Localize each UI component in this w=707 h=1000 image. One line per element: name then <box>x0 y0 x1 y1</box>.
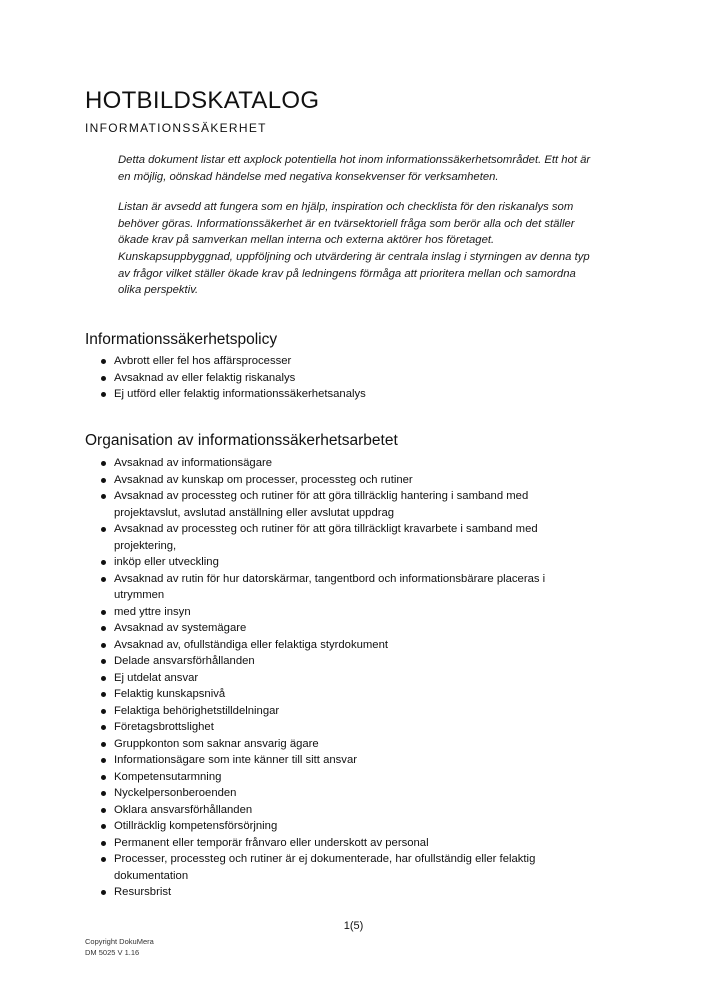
page-number: 1(5) <box>343 920 364 932</box>
list-item <box>85 736 595 753</box>
bullet-dot-icon <box>101 527 106 532</box>
bullet-dot-icon <box>101 692 106 697</box>
list-item <box>85 752 595 769</box>
bullet-dot-icon <box>101 376 106 381</box>
bullet-dot-icon <box>101 709 106 714</box>
bullet-dot-icon <box>101 791 106 796</box>
list-item-text: Nyckelpersonberoenden <box>114 787 237 799</box>
list-item-text: Ej utförd eller felaktig informationssäkerhetsanalys <box>114 388 366 400</box>
list-item-text: Resursbrist <box>114 886 172 898</box>
bullet-dot-icon <box>101 758 106 763</box>
list-item <box>85 488 595 521</box>
bullet-dot-icon <box>101 626 106 631</box>
list-item <box>85 818 595 835</box>
document-subtitle: INFORMATIONSSÄKERHET <box>85 121 267 135</box>
list-item-text: Otillräcklig kompetensförsörjning <box>114 820 278 832</box>
bullet-list-policy <box>85 353 595 403</box>
bullet-dot-icon <box>101 560 106 565</box>
list-item-text: Företagsbrottslighet <box>114 721 214 733</box>
bullet-dot-icon <box>101 841 106 846</box>
list-item <box>85 769 595 786</box>
list-item <box>85 571 595 604</box>
list-item-text: Ej utdelat ansvar <box>114 671 199 684</box>
bullet-dot-icon <box>101 775 106 780</box>
document-id: DM 5025 V 1.16 <box>85 948 140 957</box>
section-heading-policy: Informationssäkerhetspolicy <box>85 331 278 348</box>
list-item <box>85 386 595 403</box>
section-heading-organisation: Organisation av informationssäkerhetsarbetet <box>85 432 398 449</box>
bullet-dot-icon <box>101 808 106 813</box>
list-item <box>85 620 595 637</box>
intro-paragraph: Listan är avsedd att fungera som en hjälp, inspiration och checklista för den riskanalys som behöver göras. Informationssäkerhet är en tvärsektoriell fråga som berör alla och det ställer ökade krav på samverkan mellan interna och externa aktörer hos företaget. Kunskapsuppbyggnad, uppföljning och utvärdering är centrala inslag i styrningen av denna typ av frågor vilket ställer ökade krav på ledningens förmåga att prioritera mellan och samordna olika perspektiv. <box>118 201 590 297</box>
list-item-text: Avbrott eller fel hos affärsprocesser <box>114 355 292 367</box>
bullet-dot-icon <box>101 610 106 615</box>
list-item <box>85 835 595 852</box>
list-item-text: Felaktig kunskapsnivå <box>114 688 226 700</box>
bullet-dot-icon <box>101 857 106 862</box>
bullet-dot-icon <box>101 676 106 681</box>
list-item <box>85 785 595 802</box>
list-item-text: Oklara ansvarsförhållanden <box>114 803 253 816</box>
bullet-dot-icon <box>101 359 106 364</box>
intro-text <box>118 152 593 313</box>
list-item <box>85 851 595 884</box>
footer <box>85 936 154 958</box>
list-item <box>85 637 595 654</box>
list-item-text: Avsaknad av informationsägare <box>114 457 273 469</box>
list-item-text: med yttre insyn <box>114 605 191 618</box>
bullet-dot-icon <box>101 494 106 499</box>
list-item-text: Avsaknad av kunskap om processer, processteg och rutiner <box>114 473 413 486</box>
list-item-text: Avsaknad av processteg och rutiner för att göra tillräcklig hantering i samband med projektavslut, avslutad anställning eller avslutat uppdrag <box>114 490 529 519</box>
list-item <box>85 719 595 736</box>
list-item-text: Kompetensutarmning <box>114 770 222 783</box>
list-item-text: Avsaknad av processteg och rutiner för att göra tillräckligt kravarbete i samband med projektering, <box>114 523 538 552</box>
list-item <box>85 521 595 554</box>
bullet-dot-icon <box>101 725 106 730</box>
list-item-text: Avsaknad av rutin för hur datorskärmar, tangentbord och informationsbärare placeras i utrymmen <box>114 572 546 601</box>
bullet-dot-icon <box>101 461 106 466</box>
list-item-text: Processer, processteg och rutiner är ej dokumenterade, har ofullständig eller felaktig dokumentation <box>114 853 536 882</box>
list-item-text: Delade ansvarsförhållanden <box>114 655 255 667</box>
list-item <box>85 554 595 571</box>
intro-paragraph: Detta dokument listar ett axplock potentiella hot inom informationssäkerhetsområdet. Ett hot är en möjlig, oönskad händelse med negativa konsekvenser för verksamheten. <box>118 154 591 183</box>
bullet-dot-icon <box>101 742 106 747</box>
bullet-dot-icon <box>101 890 106 895</box>
list-item <box>85 653 595 670</box>
bullet-dot-icon <box>101 392 106 397</box>
list-item <box>85 670 595 687</box>
list-item <box>85 604 595 621</box>
list-item <box>85 802 595 819</box>
bullet-dot-icon <box>101 824 106 829</box>
list-item-text: Informationsägare som inte känner till sitt ansvar <box>114 754 357 766</box>
bullet-list-organisation <box>85 455 595 901</box>
document-title: HOTBILDSKATALOG <box>85 87 320 114</box>
list-item <box>85 703 595 720</box>
bullet-dot-icon <box>101 643 106 648</box>
copyright-text: Copyright DokuMera <box>85 937 154 946</box>
list-item-text: inköp eller utveckling <box>114 556 219 568</box>
list-item <box>85 686 595 703</box>
list-item <box>85 884 595 901</box>
list-item-text: Gruppkonton som saknar ansvarig ägare <box>114 737 319 750</box>
bullet-dot-icon <box>101 659 106 664</box>
list-item <box>85 370 595 387</box>
list-item <box>85 353 595 370</box>
list-item-text: Avsaknad av systemägare <box>114 622 247 634</box>
list-item-text: Avsaknad av, ofullständiga eller felaktiga styrdokument <box>114 638 388 651</box>
list-item-text: Felaktiga behörighetstilldelningar <box>114 704 280 717</box>
list-item <box>85 472 595 489</box>
bullet-dot-icon <box>101 478 106 483</box>
list-item-text: Avsaknad av eller felaktig riskanalys <box>114 371 296 384</box>
bullet-dot-icon <box>101 577 106 582</box>
list-item-text: Permanent eller temporär frånvaro eller underskott av personal <box>114 836 429 849</box>
list-item <box>85 455 595 472</box>
